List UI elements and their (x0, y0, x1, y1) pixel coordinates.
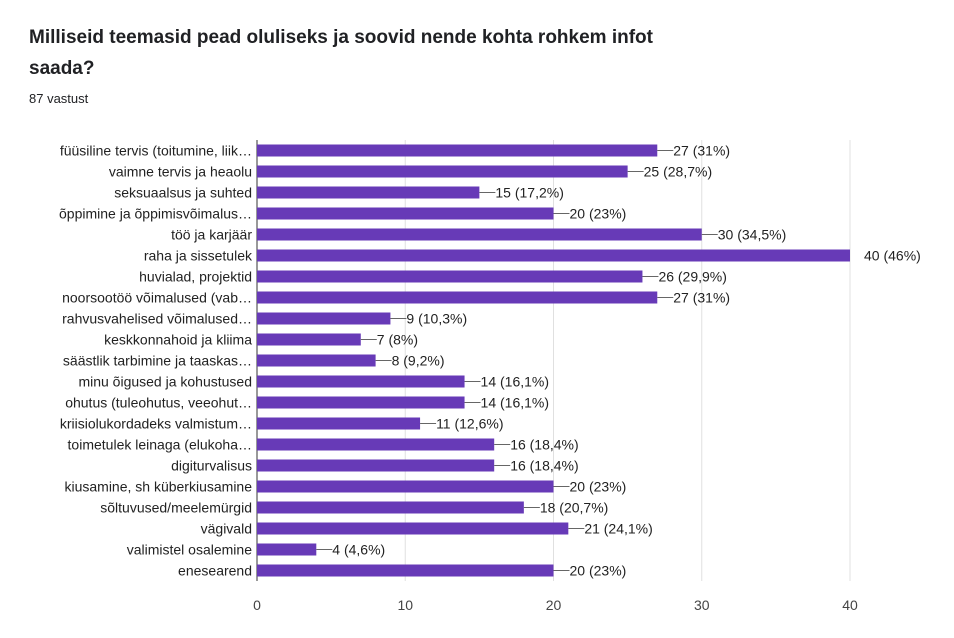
category-label: töö ja karjäär (171, 226, 252, 243)
bar (257, 187, 479, 199)
value-label: 16 (18,4%) (510, 457, 579, 474)
value-label: 8 (9,2%) (391, 352, 445, 369)
category-label: säästlik tarbimine ja taaskas… (62, 352, 252, 369)
value-label: 21 (24,1%) (584, 520, 653, 537)
bar (257, 481, 554, 493)
value-label: 7 (8%) (376, 331, 419, 348)
value-label: 4 (4,6%) (332, 541, 386, 558)
value-label: 20 (23%) (569, 205, 627, 222)
bar (257, 145, 657, 157)
category-label: rahvusvahelised võimalused… (62, 310, 252, 327)
x-tick-label: 10 (397, 597, 414, 613)
category-label: digiturvalisus (171, 457, 252, 474)
category-label: õppimine ja õppimisvõimalus… (59, 205, 252, 222)
value-label: 30 (34,5%) (717, 226, 787, 243)
value-label: 11 (12,6%) (436, 415, 504, 432)
response-count: 87 vastust (29, 91, 89, 106)
bar (257, 397, 465, 409)
x-tick-label: 0 (253, 597, 261, 613)
value-label: 26 (29,9%) (658, 268, 727, 285)
category-label: toimetulek leinaga (elukoha… (67, 436, 252, 453)
category-label: noorsootöö võimalused (vab… (62, 289, 252, 306)
bar (257, 460, 494, 472)
category-label: enesearend (178, 562, 252, 579)
category-label: vaimne tervis ja heaolu (108, 163, 252, 180)
bar (257, 355, 376, 367)
x-axis-ticks (253, 597, 858, 613)
bar (257, 166, 628, 178)
category-label: seksuaalsus ja suhted (114, 184, 252, 201)
value-label: 20 (23%) (569, 478, 627, 495)
bar (257, 313, 390, 325)
category-label: sõltuvused/meelemürgid (100, 499, 252, 516)
value-label: 18 (20,7%) (539, 499, 609, 516)
value-label: 14 (16,1%) (480, 394, 550, 411)
bar (257, 250, 850, 262)
x-tick-label: 30 (693, 597, 710, 613)
category-label: füüsiline tervis (toitumine, liik… (59, 142, 252, 159)
bar (257, 208, 554, 220)
value-label: 9 (10,3%) (406, 310, 468, 327)
bar (257, 376, 465, 388)
bar (257, 418, 420, 430)
bar (257, 271, 642, 283)
value-label: 25 (28,7%) (643, 163, 713, 180)
category-label: raha ja sissetulek (143, 247, 252, 264)
value-label: 27 (31%) (673, 289, 731, 306)
category-label: vägivald (200, 520, 252, 537)
bar (257, 229, 702, 241)
bar (257, 439, 494, 451)
category-label: kiusamine, sh küberkiusamine (64, 478, 252, 495)
value-label: 14 (16,1%) (480, 373, 550, 390)
category-label: ohutus (tuleohutus, veeohut… (65, 394, 252, 411)
category-label: valimistel osalemine (126, 541, 252, 558)
category-label: kriisiolukordadeks valmistum… (59, 415, 252, 432)
bar (257, 334, 361, 346)
category-label: keskkonnahoid ja kliima (104, 331, 252, 348)
bar (257, 565, 554, 577)
category-label: huvialad, projektid (139, 268, 252, 285)
value-label: 40 (46%) (864, 247, 921, 264)
bar (257, 502, 524, 514)
x-tick-label: 40 (842, 597, 858, 613)
value-label: 27 (31%) (673, 142, 731, 159)
bar (257, 544, 316, 556)
bar (257, 292, 657, 304)
x-tick-label: 20 (545, 597, 562, 613)
bar (257, 523, 568, 535)
value-label: 20 (23%) (569, 562, 627, 579)
value-label: 16 (18,4%) (510, 436, 579, 453)
category-label: minu õigused ja kohustused (78, 373, 252, 390)
value-label: 15 (17,2%) (495, 184, 564, 201)
question-title: Milliseid teemasid pead oluliseks ja soovid nende kohta rohkem infot saada? (29, 27, 653, 79)
